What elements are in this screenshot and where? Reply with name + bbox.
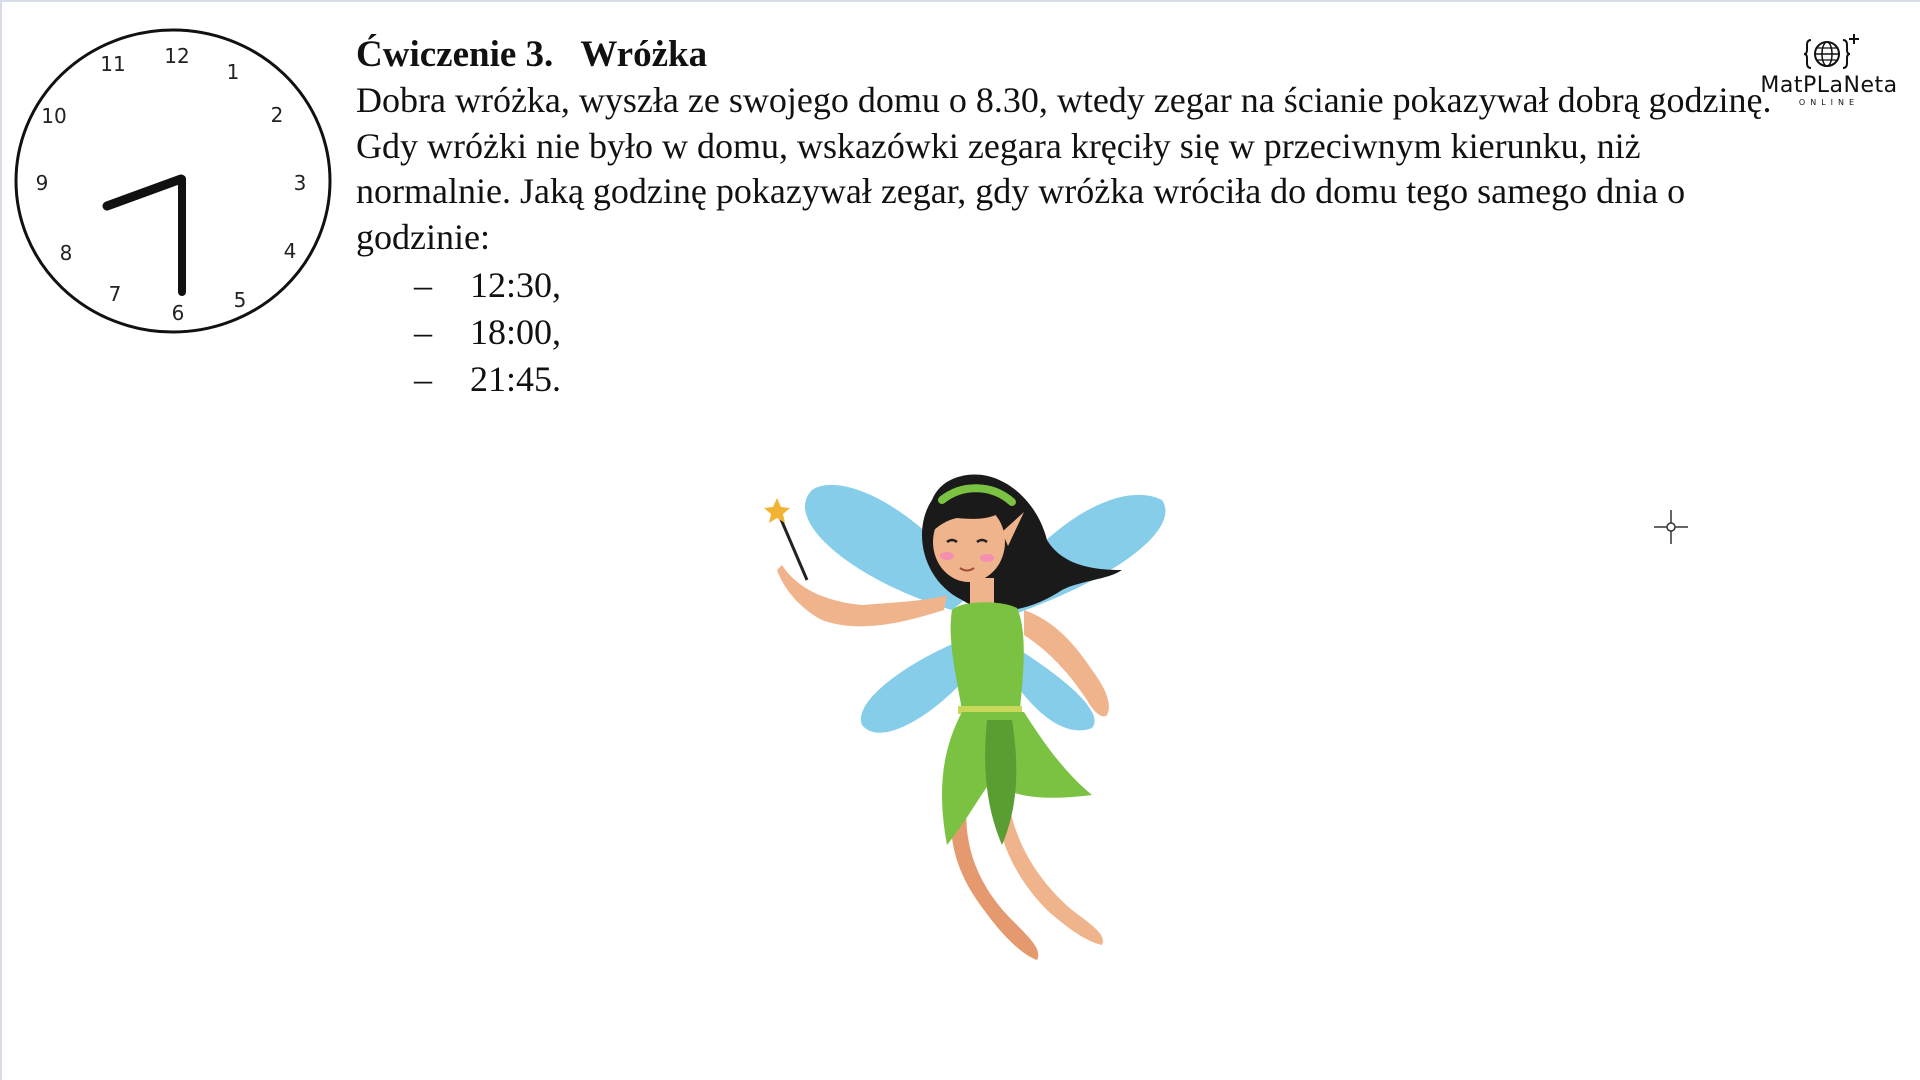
- list-item-time: 18:00,: [470, 312, 562, 352]
- clock-number-3: 3: [293, 171, 307, 195]
- clock-number-9: 9: [35, 171, 49, 195]
- answer-list: [356, 262, 1776, 403]
- list-dash: –: [414, 265, 432, 305]
- clock-number-4: 4: [283, 239, 297, 263]
- clock-number-12: 12: [164, 44, 190, 68]
- clock-illustration: [12, 24, 337, 339]
- globe-icon: [1754, 28, 1904, 76]
- list-item-time: 21:45.: [470, 359, 562, 399]
- clock-number-8: 8: [59, 241, 73, 265]
- logo-name: MatPLaNeta: [1760, 73, 1898, 98]
- clock-number-2: 2: [270, 103, 284, 127]
- exercise-title: Ćwiczenie 3. Wróżka: [356, 34, 708, 75]
- list-dash: –: [414, 312, 432, 352]
- list-item: [356, 309, 1776, 356]
- clock-number-1: 1: [226, 60, 240, 84]
- star-icon: [764, 498, 790, 523]
- list-item: [356, 262, 1776, 309]
- exercise-text: [356, 32, 1776, 403]
- fairy-cheek: [980, 554, 994, 562]
- exercise-paragraph: Dobra wróżka, wyszła ze swojego domu o 8.30, wtedy zegar na ścianie pokazywał dobrą godzinę. Gdy wróżki nie było w domu, wskazówki zegara kręciły się w przeciwnym kierunku, niż normalnie. Jaką godzinę pokazywał zegar, gdy wróżka wróciła do domu tego samego dnia o godzinie:: [356, 80, 1772, 257]
- fairy-cheek: [940, 552, 954, 560]
- clock-number-11: 11: [100, 52, 126, 76]
- fairy-neck: [970, 578, 994, 606]
- clock-number-6: 6: [171, 301, 185, 325]
- clock-number-7: 7: [108, 282, 122, 306]
- fairy-dress-top: [951, 602, 1024, 710]
- list-item: [356, 356, 1776, 403]
- fairy-illustration: [762, 470, 1182, 990]
- matplaneta-logo: [1754, 28, 1904, 118]
- list-dash: –: [414, 359, 432, 399]
- clock-number-5: 5: [233, 288, 247, 312]
- crosshair-cursor-icon: [1652, 508, 1690, 546]
- list-item-time: 12:30,: [470, 265, 562, 305]
- logo-subtitle: ONLINE: [1798, 98, 1860, 107]
- clock-number-10: 10: [41, 104, 67, 128]
